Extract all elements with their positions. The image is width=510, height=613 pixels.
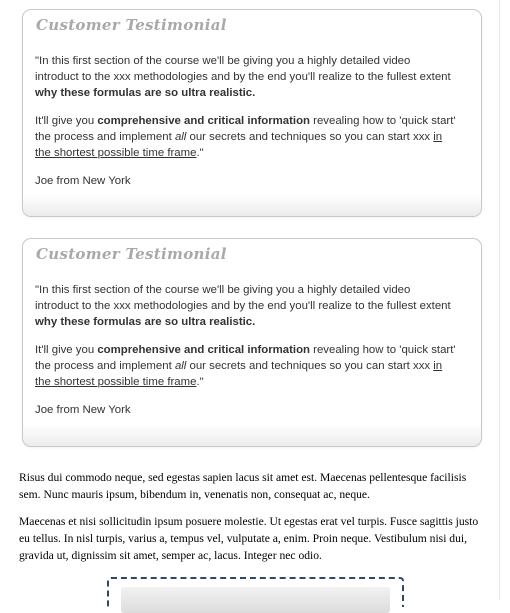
testimonial-title: Customer Testimonial (36, 245, 227, 263)
card-footer-gradient (23, 194, 481, 216)
testimonial-emphasis: comprehensive and critical information (97, 115, 311, 127)
body-paragraph: Maecenas et nisi sollicitudin ipsum posuere molestie. Ut egestas erat vel turpis. Fusce sagittis justo eu tellus. In nisl turpis, varius a, tempus vel, vulputate a, enim. Proin neque. Vestibulum nisi dui, gravida ut, dignissim sit amet, semper ac, lacus. Integer nec odio. (19, 515, 479, 562)
order-box-inner-panel (121, 587, 390, 613)
testimonial-signature: Joe from New York (35, 175, 131, 187)
testimonial-underlined-text: in the shortest possible time frame (35, 131, 443, 159)
dashed-order-box (107, 577, 404, 607)
testimonial-card (22, 9, 482, 217)
testimonial-italic: all (174, 131, 187, 143)
testimonial-paragraph (35, 53, 457, 101)
testimonial-paragraph (35, 342, 457, 390)
testimonial-text: ." (196, 147, 204, 159)
testimonial-italic: all (174, 360, 187, 372)
testimonial-emphasis: why these formulas are so ultra realistic. (35, 316, 256, 328)
testimonial-paragraph (35, 113, 457, 161)
testimonial-text: our secrets and techniques so you can start xxx (186, 360, 434, 372)
card-footer-gradient (23, 424, 481, 446)
testimonial-text: revealing how to 'quick start' the process and implement (35, 344, 456, 372)
testimonial-text: our secrets and techniques so you can start xxx (186, 131, 434, 143)
testimonial-text: It'll give you (35, 344, 98, 356)
testimonial-text: ." (196, 376, 204, 388)
body-text (19, 469, 481, 574)
testimonial-text: It'll give you (35, 115, 98, 127)
testimonial-emphasis: why these formulas are so ultra realistic. (35, 87, 256, 99)
testimonial-card (22, 238, 482, 447)
testimonial-paragraph (35, 282, 457, 330)
testimonial-text: revealing how to 'quick start' the process and implement (35, 115, 456, 143)
testimonial-underlined-text: in the shortest possible time frame (35, 360, 443, 388)
testimonial-signature: Joe from New York (35, 404, 131, 416)
body-paragraph: Risus dui commodo neque, sed egestas sapien lacus sit amet est. Maecenas pellentesque facilisis sem. Nunc mauris ipsum, bibendum in, venenatis non, consequat ac, neque. (19, 471, 467, 501)
testimonial-text: "In this first section of the course we'll be giving you a highly detailed video introduct to the xxx methodologies and by the end you'll realize to the fullest extent (35, 284, 451, 312)
testimonial-body (35, 282, 457, 430)
testimonial-body (35, 53, 457, 201)
testimonial-title: Customer Testimonial (36, 16, 227, 34)
testimonial-text: "In this first section of the course we'll be giving you a highly detailed video introduct to the xxx methodologies and by the end you'll realize to the fullest extent (35, 55, 451, 83)
testimonial-emphasis: comprehensive and critical information (97, 344, 311, 356)
right-edge-divider (499, 0, 500, 600)
